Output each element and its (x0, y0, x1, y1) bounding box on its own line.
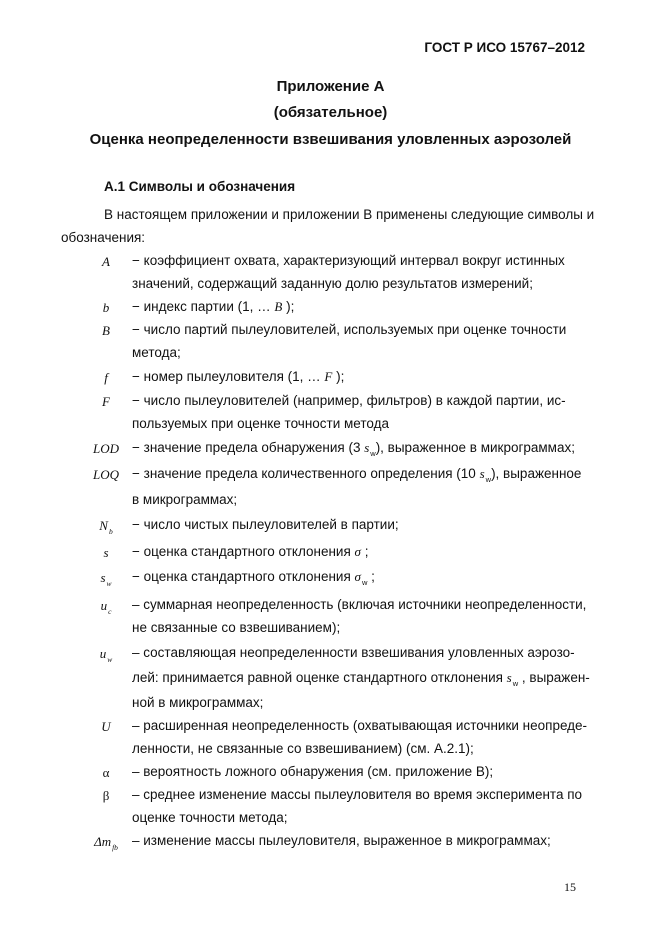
main-title: Оценка неопределенности взвешивания уловленных аэрозолей (89, 131, 572, 148)
standard-designation: ГОСТ Р ИСО 15767–2012 (424, 40, 585, 55)
definition-line: – суммарная неопределенность (включая источники неопределенности, (132, 597, 587, 612)
symbol: b (102, 300, 110, 315)
symbol: s (103, 545, 109, 560)
appendix-title: Приложение А (276, 78, 385, 95)
intro-line-1: В настоящем приложении и приложении В применены следующие символы и (104, 207, 595, 222)
definition-line: в микрограммах; (132, 492, 238, 507)
symbol: LOQ (92, 467, 119, 482)
symbol: A (102, 254, 110, 269)
symbol: $u_c$ (100, 598, 112, 616)
definition-line: − значение предела количественного определения (10 $s_w$), выраженное (132, 466, 582, 484)
symbol: $N_b$ (99, 518, 113, 536)
definition-line: − число пылеуловителей (например, фильтров) в каждой партии, ис- (132, 393, 566, 408)
definition-line: – расширенная неопределенность (охватывающая источники неопреде- (132, 718, 588, 733)
definition-line: ной в микрограммах; (132, 695, 264, 710)
section-heading: А.1 Символы и обозначения (104, 179, 296, 194)
definition-line: − номер пылеуловителя (1, … F ); (132, 369, 345, 384)
definition-line: ленности, не связанные со взвешиванием) (см. А.2.1); (132, 741, 474, 756)
page-number: 15 (564, 880, 576, 894)
definition-line: − значение предела обнаружения (3 $s_w$), выраженное в микрограммах; (132, 440, 575, 458)
definition-line: − коэффициент охвата, характеризующий интервал вокруг истинных (132, 253, 565, 268)
definition-line: лей: принимается равной оценке стандартного отклонения $s_w$ , выражен- (132, 670, 590, 688)
symbol: f (104, 370, 108, 385)
symbol: $s_w$ (100, 570, 112, 588)
symbol: $\Delta m_{fb}$ (94, 834, 118, 852)
intro-line-2: обозначения: (61, 230, 146, 245)
definition-line: пользуемых при оценке точности метода (132, 416, 389, 431)
definition-line: – составляющая неопределенности взвешивания уловленных аэрозо- (132, 645, 575, 660)
symbol: $u_w$ (99, 646, 113, 664)
symbol: U (101, 719, 111, 734)
definition-line: − оценка стандартного отклонения $\sigma_w$ ; (132, 569, 375, 587)
symbol: LOD (92, 441, 119, 456)
symbol: β (102, 788, 110, 803)
symbol: F (102, 394, 110, 409)
definition-line: – изменение массы пылеуловителя, выраженное в микрограммах; (132, 833, 551, 848)
appendix-status: (обязательное) (273, 104, 388, 121)
definition-line: − оценка стандартного отклонения σ ; (132, 544, 369, 559)
definition-line: метода; (132, 345, 181, 360)
definition-line: не связанные со взвешиванием); (132, 620, 341, 635)
definition-line: − число чистых пылеуловителей в партии; (132, 517, 399, 532)
definition-line: значений, содержащий заданную долю результатов измерений; (132, 276, 533, 291)
definition-line: – среднее изменение массы пылеуловителя во время эксперимента по (132, 787, 583, 802)
definition-line: − индекс партии (1, … B ); (132, 299, 295, 314)
symbol: α (102, 765, 110, 780)
definition-line: оценке точности метода; (132, 810, 288, 825)
definition-line: − число партий пылеуловителей, используемых при оценке точности (132, 322, 567, 337)
definition-line: – вероятность ложного обнаружения (см. приложение В); (132, 764, 494, 779)
symbol: B (102, 323, 110, 338)
